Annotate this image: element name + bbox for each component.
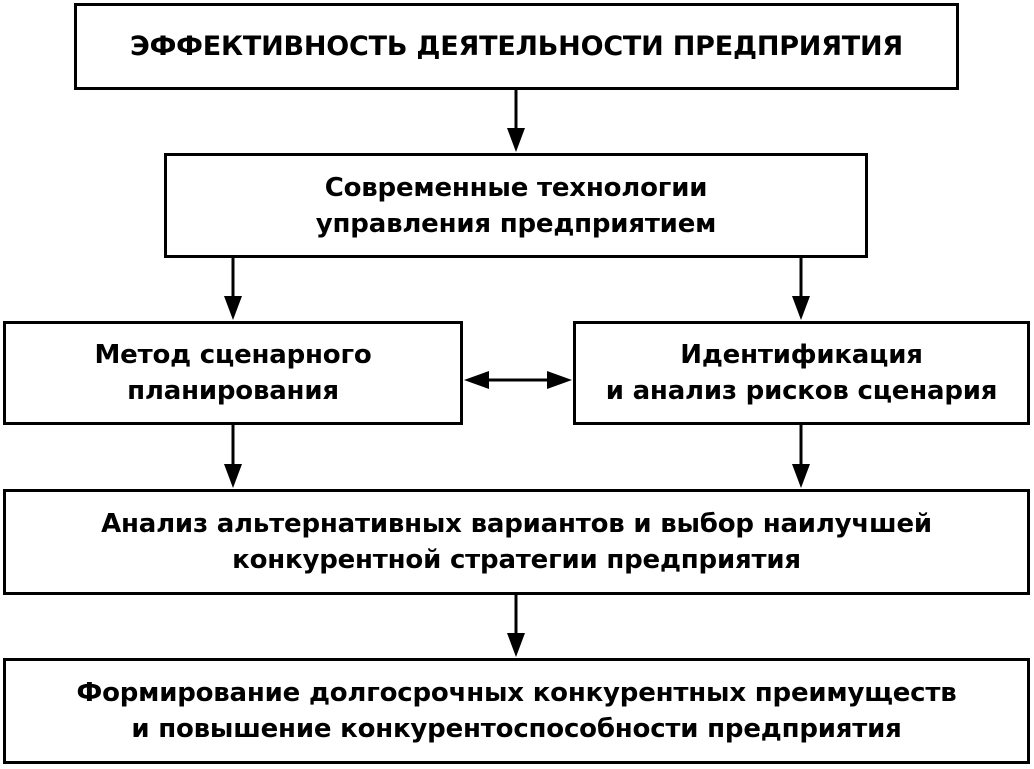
- modern-technologies-line-1: Современные технологии: [324, 172, 708, 203]
- scenario-planning-line-2: планирования: [127, 376, 339, 406]
- arrow-title-to-technologies-head: [507, 128, 525, 152]
- scenario-planning-box: [3, 321, 463, 425]
- arrow-method-to-analysis-head: [224, 464, 242, 488]
- scenario-planning-line-1: Метод сценарного: [94, 340, 372, 370]
- strategy-analysis-line-2: конкурентной стратегии предприятия: [232, 545, 801, 575]
- arrow-method-risk-head-left: [464, 371, 489, 389]
- arrow-technologies-to-risk-head: [792, 296, 810, 320]
- strategy-analysis-box: [3, 489, 1030, 595]
- modern-technologies-box: [164, 153, 868, 258]
- risk-identification-line-2: и анализ рисков сценария: [605, 376, 998, 406]
- modern-technologies-line-2: управления предприятием: [315, 208, 717, 239]
- arrow-risk-to-analysis-head: [792, 464, 810, 488]
- arrow-method-risk-head-right: [547, 371, 572, 389]
- arrow-technologies-to-method-head: [224, 296, 242, 320]
- competitive-advantage-line-2: и повышение конкурентоспособности предприятия: [131, 714, 902, 744]
- arrow-analysis-to-result-head: [507, 633, 525, 657]
- competitive-advantage-box: [3, 658, 1030, 764]
- competitive-advantage-line-1: Формирование долгосрочных конкурентных преимуществ: [76, 678, 957, 708]
- risk-identification-line-1: Идентификация: [680, 340, 923, 370]
- efficiency-title-box: [74, 3, 959, 90]
- strategy-analysis-line-1: Анализ альтернативных вариантов и выбор наилучшей: [101, 509, 932, 539]
- efficiency-title-text: ЭФФЕКТИВНОСТЬ ДЕЯТЕЛЬНОСТИ ПРЕДПРИЯТИЯ: [129, 30, 903, 62]
- risk-identification-box: [573, 321, 1030, 425]
